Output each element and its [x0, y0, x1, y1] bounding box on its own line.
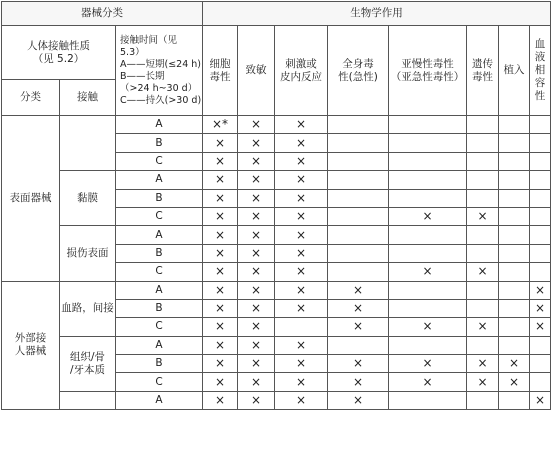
evaluation-mark: × — [295, 356, 307, 371]
evaluation-mark: × — [214, 282, 226, 297]
evaluation-mark-cell — [275, 226, 328, 244]
evaluation-mark-cell — [389, 116, 467, 134]
evaluation-mark: × — [295, 227, 307, 242]
evaluation-mark: × — [250, 264, 262, 279]
evaluation-mark: × — [214, 356, 226, 371]
body-contact-label: 人体接触性质 — [27, 39, 90, 52]
evaluation-mark: × — [250, 282, 262, 297]
evaluation-mark: × — [250, 209, 262, 224]
evaluation-mark-cell — [467, 152, 499, 170]
evaluation-mark-cell — [328, 263, 389, 281]
effect-column-header — [389, 26, 467, 116]
evaluation-mark-cell — [203, 355, 238, 373]
evaluation-mark-cell — [328, 244, 389, 262]
contact-time-value: C — [155, 320, 163, 333]
evaluation-mark: × — [295, 374, 307, 389]
contact-time-cell — [116, 171, 203, 189]
table-row — [2, 116, 551, 134]
category-name: 表面器械 — [9, 191, 52, 204]
evaluation-mark-cell — [238, 226, 275, 244]
evaluation-mark-cell — [238, 189, 275, 207]
evaluation-mark-cell — [530, 355, 551, 373]
evaluation-mark-cell — [275, 355, 328, 373]
evaluation-mark-cell — [467, 226, 499, 244]
evaluation-mark: × — [352, 356, 364, 371]
contact-type-cell — [60, 116, 116, 171]
evaluation-mark: × — [214, 301, 226, 316]
contact-time-value: A — [155, 228, 163, 241]
contact-time-title: 接触时间（见 5.3） — [120, 34, 178, 58]
evaluation-mark-cell — [203, 373, 238, 391]
evaluation-mark: × — [250, 153, 262, 168]
effect-label-line2: 毒性 — [209, 70, 231, 83]
evaluation-mark: × — [214, 337, 226, 352]
evaluation-mark: × — [295, 135, 307, 150]
contact-time-b: B——长期 — [120, 70, 165, 82]
effect-label-line1: 遗传 — [472, 57, 494, 70]
effect-label-line1: 植入 — [503, 64, 525, 76]
effect-label-line1: 亚慢性毒性 — [401, 57, 454, 70]
evaluation-mark: × — [250, 337, 262, 352]
evaluation-mark-cell — [275, 281, 328, 299]
category-label: 分类 — [20, 91, 41, 103]
evaluation-mark-cell — [530, 391, 551, 409]
evaluation-mark-cell — [238, 263, 275, 281]
contact-time-value: C — [155, 154, 163, 167]
evaluation-mark-cell — [328, 226, 389, 244]
evaluation-mark: × — [295, 117, 307, 132]
contact-type-line1: 组织/骨 — [69, 350, 106, 363]
evaluation-mark-cell — [203, 116, 238, 134]
category-header — [2, 80, 60, 116]
evaluation-mark-cell — [530, 134, 551, 152]
contact-time-cell — [116, 318, 203, 336]
evaluation-mark-cell — [499, 171, 530, 189]
effect-column-header — [238, 26, 275, 116]
evaluation-mark-cell — [467, 116, 499, 134]
evaluation-mark-cell — [389, 207, 467, 225]
evaluation-mark: × — [295, 264, 307, 279]
evaluation-mark-cell — [530, 207, 551, 225]
evaluation-mark-cell — [275, 134, 328, 152]
evaluation-mark: × — [250, 301, 262, 316]
contact-time-cell — [116, 391, 203, 409]
evaluation-mark: × — [214, 245, 226, 260]
evaluation-mark-cell — [467, 299, 499, 317]
table-row — [2, 226, 551, 244]
contact-time-cell — [116, 336, 203, 354]
evaluation-mark: × — [534, 393, 546, 408]
evaluation-mark-cell — [275, 171, 328, 189]
evaluation-mark-cell — [275, 116, 328, 134]
evaluation-mark-cell — [530, 336, 551, 354]
evaluation-mark-cell — [275, 391, 328, 409]
evaluation-mark-cell — [389, 299, 467, 317]
evaluation-mark-cell — [238, 336, 275, 354]
evaluation-mark: × — [422, 319, 433, 334]
evaluation-mark: × — [214, 209, 226, 224]
category-name-line2: 人器械 — [14, 345, 47, 358]
contact-time-a: A——短期(≤24 h) — [120, 58, 202, 70]
evaluation-mark-cell — [238, 171, 275, 189]
contact-time-cell — [116, 152, 203, 170]
effect-label-line2: （亚急性毒性） — [390, 70, 465, 83]
evaluation-mark-cell — [203, 318, 238, 336]
evaluation-mark-cell — [238, 355, 275, 373]
evaluation-mark-cell — [389, 318, 467, 336]
effect-column-header — [203, 26, 238, 116]
evaluation-mark-cell — [328, 134, 389, 152]
contact-time-cell — [116, 226, 203, 244]
evaluation-mark: × — [295, 153, 307, 168]
evaluation-mark: × — [214, 264, 226, 279]
evaluation-mark-cell — [467, 391, 499, 409]
body-contact-ref: （见 5.2） — [32, 52, 85, 65]
evaluation-mark: × — [295, 393, 307, 408]
effect-column-header — [499, 26, 530, 116]
evaluation-mark-cell — [275, 318, 328, 336]
contact-time-value: A — [155, 338, 163, 351]
evaluation-mark: × — [214, 190, 226, 205]
evaluation-mark-cell — [203, 134, 238, 152]
evaluation-mark-cell — [389, 226, 467, 244]
evaluation-mark-cell — [530, 189, 551, 207]
evaluation-mark: × — [214, 393, 226, 408]
contact-header — [60, 80, 116, 116]
contact-time-cell — [116, 299, 203, 317]
contact-time-value: A — [155, 283, 163, 296]
evaluation-mark-cell — [328, 116, 389, 134]
evaluation-mark: × — [534, 319, 546, 334]
category-name-line1: 外部接 — [14, 332, 47, 345]
evaluation-mark-cell — [389, 171, 467, 189]
evaluation-mark-cell — [389, 355, 467, 373]
evaluation-mark-cell — [275, 189, 328, 207]
evaluation-mark-cell — [328, 281, 389, 299]
contact-time-value: B — [155, 246, 163, 259]
evaluation-mark: × — [477, 356, 488, 371]
effect-label-line2: 性(急性) — [338, 70, 378, 83]
evaluation-mark: × — [214, 319, 226, 334]
evaluation-mark-cell — [275, 373, 328, 391]
evaluation-mark: × — [250, 117, 262, 132]
evaluation-mark: × — [295, 190, 307, 205]
table-row — [2, 281, 551, 299]
evaluation-mark-cell — [275, 299, 328, 317]
evaluation-mark-cell — [203, 281, 238, 299]
evaluation-mark-cell — [389, 281, 467, 299]
evaluation-mark: ×* — [211, 117, 229, 132]
evaluation-mark-cell — [467, 336, 499, 354]
evaluation-mark-cell — [467, 318, 499, 336]
evaluation-mark-cell — [328, 207, 389, 225]
contact-time-value: A — [155, 173, 163, 186]
evaluation-mark-cell — [203, 189, 238, 207]
contact-time-value: B — [155, 302, 163, 315]
evaluation-mark-cell — [499, 391, 530, 409]
biological-evaluation-table — [1, 1, 551, 410]
evaluation-mark: × — [295, 337, 307, 352]
contact-type-line2: /牙本质 — [69, 363, 106, 376]
evaluation-mark: × — [352, 374, 364, 389]
device-classification-label: 器械分类 — [81, 7, 123, 19]
evaluation-mark-cell — [328, 336, 389, 354]
evaluation-mark-cell — [499, 244, 530, 262]
evaluation-mark: × — [250, 172, 262, 187]
evaluation-mark-cell — [238, 373, 275, 391]
evaluation-mark-cell — [530, 373, 551, 391]
evaluation-mark-cell — [203, 299, 238, 317]
contact-type: 损伤表面 — [66, 246, 109, 259]
evaluation-mark-cell — [328, 318, 389, 336]
contact-time-value: C — [155, 265, 163, 278]
effect-label-line1: 细胞 — [209, 57, 231, 70]
evaluation-mark-cell — [328, 391, 389, 409]
evaluation-mark-cell — [238, 391, 275, 409]
evaluation-mark: × — [250, 393, 262, 408]
evaluation-mark: × — [250, 319, 262, 334]
evaluation-mark-cell — [530, 152, 551, 170]
evaluation-mark: × — [352, 301, 364, 316]
evaluation-mark-cell — [238, 152, 275, 170]
evaluation-mark: × — [422, 374, 433, 389]
evaluation-mark: × — [295, 172, 307, 187]
effect-label-line1: 刺激或 — [285, 57, 317, 70]
contact-type-cell — [60, 171, 116, 226]
evaluation-mark-cell — [203, 336, 238, 354]
evaluation-mark-cell — [467, 244, 499, 262]
contact-time-cell — [116, 116, 203, 134]
evaluation-mark: × — [250, 356, 262, 371]
contact-time-value: B — [155, 357, 163, 370]
evaluation-mark: × — [422, 356, 433, 371]
evaluation-mark: × — [422, 264, 433, 279]
evaluation-mark-cell — [530, 281, 551, 299]
contact-type-cell — [60, 391, 116, 409]
contact-label: 接触 — [77, 91, 98, 103]
evaluation-mark-cell — [238, 244, 275, 262]
evaluation-mark: × — [250, 135, 262, 150]
evaluation-mark-cell — [499, 152, 530, 170]
evaluation-mark-cell — [328, 189, 389, 207]
evaluation-mark: × — [352, 393, 364, 408]
evaluation-mark: × — [508, 374, 520, 389]
evaluation-mark-cell — [499, 134, 530, 152]
evaluation-mark-cell — [203, 244, 238, 262]
table-row — [2, 336, 551, 354]
evaluation-mark-cell — [389, 391, 467, 409]
evaluation-mark-cell — [389, 373, 467, 391]
contact-time-cell — [116, 244, 203, 262]
evaluation-mark-cell — [238, 318, 275, 336]
evaluation-mark: × — [295, 245, 307, 260]
contact-type-cell — [60, 226, 116, 281]
evaluation-mark-cell — [328, 171, 389, 189]
evaluation-mark: × — [534, 301, 546, 316]
evaluation-mark-cell — [275, 336, 328, 354]
evaluation-mark: × — [214, 172, 226, 187]
evaluation-mark-cell — [328, 355, 389, 373]
effect-label-line1: 血液 — [534, 38, 546, 63]
evaluation-mark-cell — [530, 318, 551, 336]
evaluation-mark: × — [214, 135, 226, 150]
effect-label-line1: 致敏 — [245, 64, 267, 76]
contact-time-value: B — [155, 136, 163, 149]
evaluation-mark: × — [214, 374, 226, 389]
evaluation-mark-cell — [530, 299, 551, 317]
effect-column-header — [530, 26, 551, 116]
evaluation-mark-cell — [499, 373, 530, 391]
evaluation-mark: × — [214, 153, 226, 168]
evaluation-mark-cell — [499, 355, 530, 373]
evaluation-mark-cell — [328, 299, 389, 317]
evaluation-mark-cell — [467, 263, 499, 281]
evaluation-mark-cell — [389, 263, 467, 281]
evaluation-mark-cell — [530, 263, 551, 281]
contact-time-cell — [116, 373, 203, 391]
contact-time-value: A — [155, 118, 163, 131]
device-classification-header — [2, 2, 203, 26]
contact-type-cell — [60, 281, 116, 336]
effect-label-line1: 全身毒 — [342, 57, 374, 70]
evaluation-mark-cell — [203, 263, 238, 281]
evaluation-mark-cell — [467, 189, 499, 207]
evaluation-mark-cell — [499, 336, 530, 354]
evaluation-mark-cell — [499, 318, 530, 336]
evaluation-mark-cell — [499, 207, 530, 225]
evaluation-mark: × — [508, 356, 520, 371]
evaluation-mark-cell — [275, 263, 328, 281]
evaluation-mark-cell — [203, 152, 238, 170]
evaluation-mark: × — [422, 209, 433, 224]
evaluation-mark: × — [352, 282, 364, 297]
evaluation-mark-cell — [203, 391, 238, 409]
evaluation-mark-cell — [530, 226, 551, 244]
evaluation-mark-cell — [467, 134, 499, 152]
contact-time-cell — [116, 134, 203, 152]
evaluation-mark-cell — [499, 226, 530, 244]
evaluation-mark-cell — [275, 244, 328, 262]
evaluation-mark-cell — [389, 336, 467, 354]
biological-effects-label: 生物学作用 — [350, 7, 403, 19]
evaluation-mark-cell — [499, 116, 530, 134]
evaluation-mark-cell — [328, 373, 389, 391]
contact-time-value: B — [155, 191, 163, 204]
evaluation-mark-cell — [530, 171, 551, 189]
evaluation-mark: × — [295, 282, 307, 297]
evaluation-mark: × — [250, 374, 262, 389]
evaluation-mark-cell — [238, 207, 275, 225]
evaluation-mark-cell — [389, 134, 467, 152]
contact-time-value: C — [155, 375, 163, 388]
evaluation-mark: × — [250, 245, 262, 260]
evaluation-mark-cell — [389, 189, 467, 207]
contact-time-header — [116, 26, 203, 116]
body-contact-header — [2, 26, 116, 80]
effect-column-header — [328, 26, 389, 116]
evaluation-mark: × — [477, 319, 488, 334]
evaluation-mark-cell — [238, 116, 275, 134]
evaluation-mark: × — [477, 374, 488, 389]
evaluation-mark-cell — [238, 299, 275, 317]
contact-time-b-range: （>24 h~30 d） — [120, 82, 198, 94]
effect-column-header — [467, 26, 499, 116]
evaluation-mark-cell — [275, 152, 328, 170]
evaluation-mark-cell — [238, 134, 275, 152]
evaluation-mark-cell — [530, 116, 551, 134]
contact-time-c: C——持久(>30 d) — [120, 94, 202, 106]
evaluation-mark-cell — [467, 373, 499, 391]
contact-time-cell — [116, 263, 203, 281]
evaluation-mark: × — [477, 209, 488, 224]
evaluation-mark: × — [250, 190, 262, 205]
evaluation-mark-cell — [328, 152, 389, 170]
table-row — [2, 391, 551, 409]
contact-time-cell — [116, 355, 203, 373]
evaluation-mark: × — [295, 301, 307, 316]
evaluation-mark: × — [352, 319, 364, 334]
evaluation-mark-cell — [499, 263, 530, 281]
evaluation-mark: × — [534, 282, 546, 297]
evaluation-mark: × — [477, 264, 488, 279]
evaluation-mark: × — [250, 227, 262, 242]
effect-label-line2: 相容性 — [534, 64, 546, 102]
evaluation-mark-cell — [467, 171, 499, 189]
evaluation-mark-cell — [203, 207, 238, 225]
evaluation-mark: × — [295, 209, 307, 224]
evaluation-mark-cell — [467, 355, 499, 373]
biological-effects-header — [203, 2, 551, 26]
evaluation-mark-cell — [499, 189, 530, 207]
effect-label-line2: 毒性 — [472, 70, 494, 83]
evaluation-mark-cell — [389, 244, 467, 262]
contact-time-cell — [116, 281, 203, 299]
contact-type: 血路，间接 — [61, 302, 114, 315]
table-row — [2, 171, 551, 189]
evaluation-mark-cell — [499, 299, 530, 317]
contact-time-value: C — [155, 210, 163, 223]
evaluation-mark-cell — [389, 152, 467, 170]
evaluation-mark-cell — [238, 281, 275, 299]
evaluation-mark: × — [214, 227, 226, 242]
device-category-cell — [2, 281, 60, 410]
evaluation-mark-cell — [275, 207, 328, 225]
contact-type-cell — [60, 336, 116, 391]
contact-time-cell — [116, 189, 203, 207]
evaluation-mark-cell — [203, 171, 238, 189]
contact-time-cell — [116, 207, 203, 225]
evaluation-mark-cell — [499, 281, 530, 299]
contact-time-value: A — [155, 394, 163, 407]
effect-column-header — [275, 26, 328, 116]
evaluation-mark-cell — [530, 244, 551, 262]
evaluation-mark-cell — [467, 281, 499, 299]
contact-type: 黏膜 — [77, 191, 98, 204]
device-category-cell — [2, 116, 60, 282]
effect-label-line2: 皮内反应 — [280, 70, 323, 83]
evaluation-mark-cell — [203, 226, 238, 244]
evaluation-mark-cell — [467, 207, 499, 225]
